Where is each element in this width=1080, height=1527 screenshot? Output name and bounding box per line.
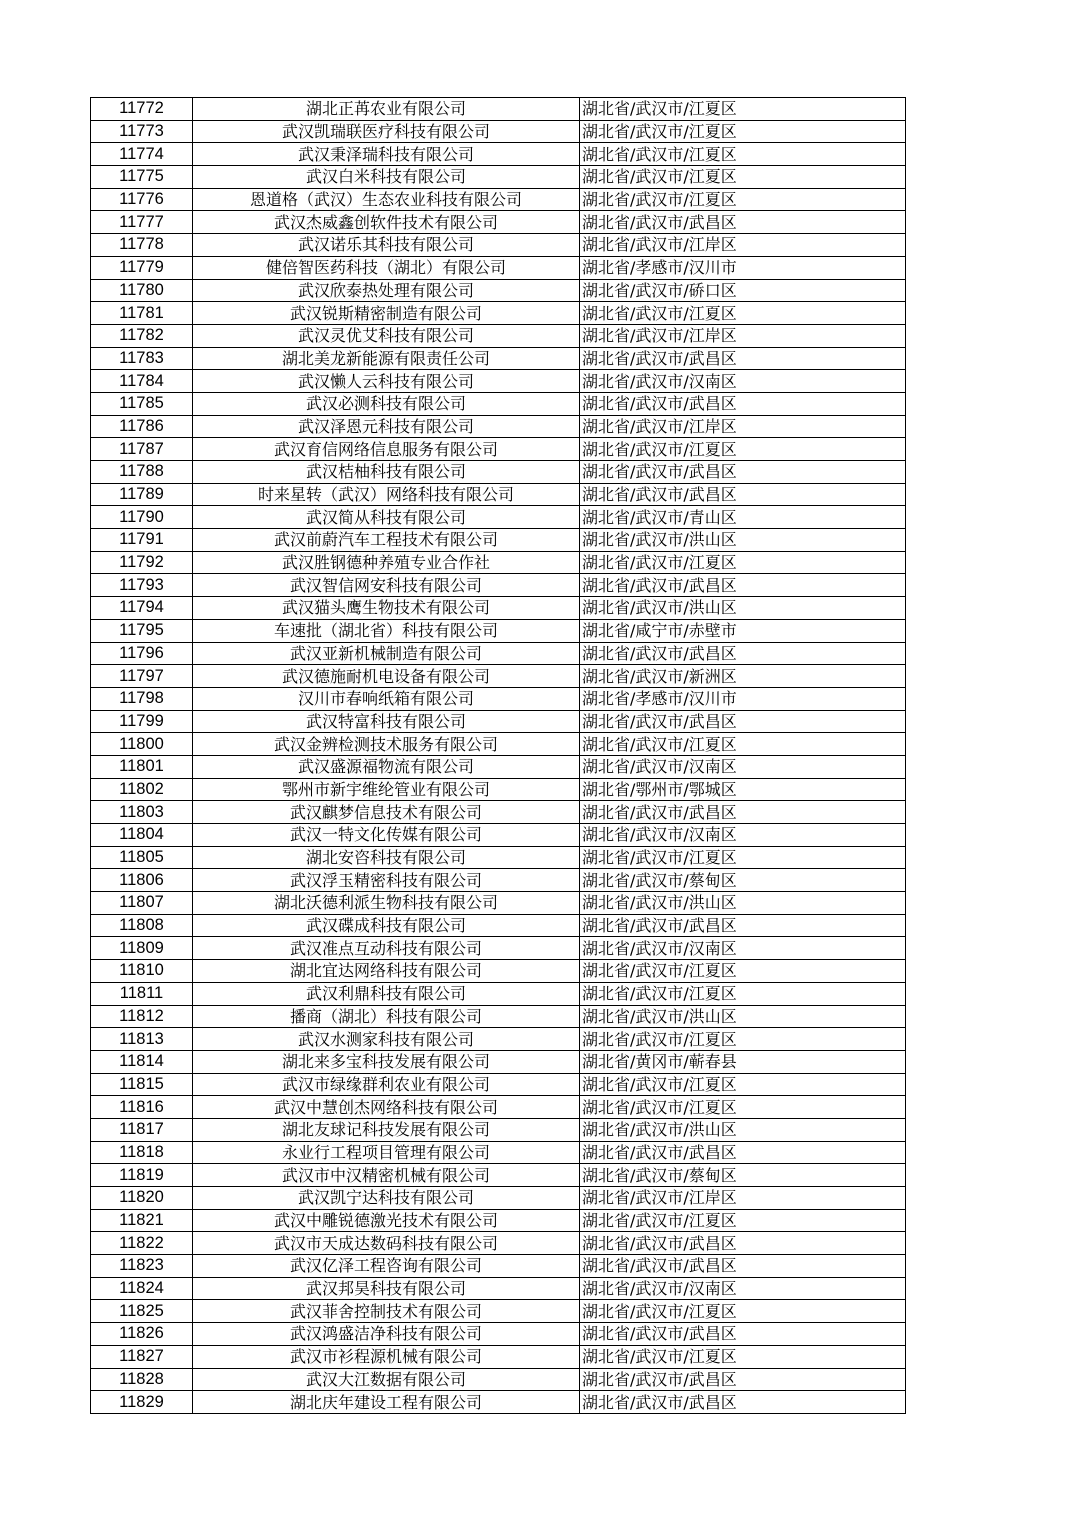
row-id-cell: 11805 xyxy=(91,846,193,869)
table-row xyxy=(91,234,906,257)
table-row xyxy=(91,98,906,121)
row-id-cell: 11807 xyxy=(91,892,193,915)
row-id-cell: 11824 xyxy=(91,1277,193,1300)
company-name-cell: 武汉诺乐其科技有限公司 xyxy=(193,234,580,257)
table-row xyxy=(91,824,906,847)
region-cell: 湖北省/武汉市/江夏区 xyxy=(580,846,906,869)
row-id-cell: 11827 xyxy=(91,1345,193,1368)
row-id-cell: 11783 xyxy=(91,347,193,370)
table-row xyxy=(91,778,906,801)
company-name-cell: 武汉准点互动科技有限公司 xyxy=(193,937,580,960)
region-cell: 湖北省/孝感市/汉川市 xyxy=(580,687,906,710)
region-cell: 湖北省/武汉市/江夏区 xyxy=(580,1096,906,1119)
table-row xyxy=(91,1368,906,1391)
region-cell: 湖北省/武汉市/蔡甸区 xyxy=(580,869,906,892)
region-cell: 湖北省/武汉市/洪山区 xyxy=(580,1118,906,1141)
region-cell: 湖北省/武汉市/江夏区 xyxy=(580,98,906,121)
region-cell: 湖北省/武汉市/江夏区 xyxy=(580,166,906,189)
company-name-cell: 武汉白米科技有限公司 xyxy=(193,166,580,189)
table-row xyxy=(91,733,906,756)
region-cell: 湖北省/武汉市/青山区 xyxy=(580,506,906,529)
company-name-cell: 武汉一特文化传媒有限公司 xyxy=(193,824,580,847)
company-name-cell: 湖北正苒农业有限公司 xyxy=(193,98,580,121)
table-row xyxy=(91,551,906,574)
table-row xyxy=(91,438,906,461)
region-cell: 湖北省/武汉市/洪山区 xyxy=(580,892,906,915)
company-name-cell: 武汉浮玉精密科技有限公司 xyxy=(193,869,580,892)
row-id-cell: 11817 xyxy=(91,1118,193,1141)
company-name-cell: 武汉盛源福物流有限公司 xyxy=(193,755,580,778)
row-id-cell: 11793 xyxy=(91,574,193,597)
row-id-cell: 11787 xyxy=(91,438,193,461)
company-name-cell: 武汉市衫程源机械有限公司 xyxy=(193,1345,580,1368)
row-id-cell: 11786 xyxy=(91,415,193,438)
company-name-cell: 武汉金辨检测技术服务有限公司 xyxy=(193,733,580,756)
table-row xyxy=(91,892,906,915)
row-id-cell: 11799 xyxy=(91,710,193,733)
company-name-cell: 武汉欣泰热处理有限公司 xyxy=(193,279,580,302)
row-id-cell: 11811 xyxy=(91,982,193,1005)
company-name-cell: 武汉亚新机械制造有限公司 xyxy=(193,642,580,665)
table-row xyxy=(91,982,906,1005)
region-cell: 湖北省/武汉市/武昌区 xyxy=(580,574,906,597)
table-row xyxy=(91,1232,906,1255)
company-name-cell: 武汉亿泽工程咨询有限公司 xyxy=(193,1255,580,1278)
company-name-cell: 武汉水测家科技有限公司 xyxy=(193,1028,580,1051)
company-name-cell: 武汉杰威鑫创软件技术有限公司 xyxy=(193,211,580,234)
region-cell: 湖北省/武汉市/江夏区 xyxy=(580,302,906,325)
company-name-cell: 播商（湖北）科技有限公司 xyxy=(193,1005,580,1028)
table-row xyxy=(91,1345,906,1368)
region-cell: 湖北省/武汉市/武昌区 xyxy=(580,211,906,234)
row-id-cell: 11804 xyxy=(91,824,193,847)
row-id-cell: 11812 xyxy=(91,1005,193,1028)
table-row xyxy=(91,461,906,484)
table-row xyxy=(91,279,906,302)
row-id-cell: 11828 xyxy=(91,1368,193,1391)
company-name-cell: 健倍智医药科技（湖北）有限公司 xyxy=(193,256,580,279)
region-cell: 湖北省/武汉市/武昌区 xyxy=(580,642,906,665)
table-row xyxy=(91,370,906,393)
row-id-cell: 11813 xyxy=(91,1028,193,1051)
table-row xyxy=(91,869,906,892)
table-row xyxy=(91,1164,906,1187)
company-name-cell: 武汉大江数据有限公司 xyxy=(193,1368,580,1391)
company-name-cell: 武汉前蔚汽车工程技术有限公司 xyxy=(193,529,580,552)
region-cell: 湖北省/武汉市/江夏区 xyxy=(580,1073,906,1096)
row-id-cell: 11791 xyxy=(91,529,193,552)
region-cell: 湖北省/武汉市/江夏区 xyxy=(580,120,906,143)
region-cell: 湖北省/武汉市/硚口区 xyxy=(580,279,906,302)
row-id-cell: 11803 xyxy=(91,801,193,824)
row-id-cell: 11788 xyxy=(91,461,193,484)
row-id-cell: 11808 xyxy=(91,914,193,937)
table-row xyxy=(91,574,906,597)
region-cell: 湖北省/武汉市/江夏区 xyxy=(580,188,906,211)
company-name-cell: 武汉中慧创杰网络科技有限公司 xyxy=(193,1096,580,1119)
company-name-cell: 武汉育信网络信息服务有限公司 xyxy=(193,438,580,461)
row-id-cell: 11797 xyxy=(91,665,193,688)
table-row xyxy=(91,529,906,552)
table-row xyxy=(91,1141,906,1164)
row-id-cell: 11815 xyxy=(91,1073,193,1096)
region-cell: 湖北省/武汉市/新洲区 xyxy=(580,665,906,688)
company-name-cell: 武汉锐斯精密制造有限公司 xyxy=(193,302,580,325)
table-row xyxy=(91,642,906,665)
row-id-cell: 11785 xyxy=(91,392,193,415)
table-row xyxy=(91,1096,906,1119)
table-row xyxy=(91,619,906,642)
table-row xyxy=(91,1255,906,1278)
region-cell: 湖北省/武汉市/江夏区 xyxy=(580,143,906,166)
region-cell: 湖北省/鄂州市/鄂城区 xyxy=(580,778,906,801)
region-cell: 湖北省/武汉市/武昌区 xyxy=(580,710,906,733)
row-id-cell: 11798 xyxy=(91,687,193,710)
region-cell: 湖北省/武汉市/江夏区 xyxy=(580,438,906,461)
company-name-cell: 武汉桔柚科技有限公司 xyxy=(193,461,580,484)
row-id-cell: 11792 xyxy=(91,551,193,574)
row-id-cell: 11772 xyxy=(91,98,193,121)
row-id-cell: 11794 xyxy=(91,597,193,620)
row-id-cell: 11800 xyxy=(91,733,193,756)
row-id-cell: 11779 xyxy=(91,256,193,279)
table-row xyxy=(91,1300,906,1323)
row-id-cell: 11816 xyxy=(91,1096,193,1119)
row-id-cell: 11782 xyxy=(91,324,193,347)
company-name-cell: 武汉凯瑞联医疗科技有限公司 xyxy=(193,120,580,143)
company-name-cell: 武汉鸿盛洁净科技有限公司 xyxy=(193,1323,580,1346)
region-cell: 湖北省/武汉市/武昌区 xyxy=(580,1391,906,1414)
company-name-cell: 武汉灵优艾科技有限公司 xyxy=(193,324,580,347)
region-cell: 湖北省/武汉市/武昌区 xyxy=(580,801,906,824)
region-cell: 湖北省/孝感市/汉川市 xyxy=(580,256,906,279)
table-row xyxy=(91,801,906,824)
row-id-cell: 11780 xyxy=(91,279,193,302)
table-row xyxy=(91,1187,906,1210)
company-name-cell: 湖北宜达网络科技有限公司 xyxy=(193,960,580,983)
table-row xyxy=(91,1209,906,1232)
row-id-cell: 11825 xyxy=(91,1300,193,1323)
table-row xyxy=(91,1050,906,1073)
table-row xyxy=(91,324,906,347)
table-row xyxy=(91,1005,906,1028)
region-cell: 湖北省/武汉市/武昌区 xyxy=(580,914,906,937)
company-name-cell: 湖北安咨科技有限公司 xyxy=(193,846,580,869)
company-name-cell: 武汉泽恩元科技有限公司 xyxy=(193,415,580,438)
row-id-cell: 11810 xyxy=(91,960,193,983)
company-name-cell: 武汉市绿缘群利农业有限公司 xyxy=(193,1073,580,1096)
table-row xyxy=(91,1118,906,1141)
table-row xyxy=(91,710,906,733)
region-cell: 湖北省/武汉市/汉南区 xyxy=(580,824,906,847)
region-cell: 湖北省/武汉市/江夏区 xyxy=(580,551,906,574)
region-cell: 湖北省/武汉市/汉南区 xyxy=(580,937,906,960)
region-cell: 湖北省/武汉市/武昌区 xyxy=(580,1232,906,1255)
row-id-cell: 11809 xyxy=(91,937,193,960)
company-name-cell: 武汉智信网安科技有限公司 xyxy=(193,574,580,597)
region-cell: 湖北省/武汉市/江岸区 xyxy=(580,234,906,257)
table-row xyxy=(91,347,906,370)
company-name-cell: 武汉德施耐机电设备有限公司 xyxy=(193,665,580,688)
table-row xyxy=(91,1391,906,1414)
company-name-cell: 武汉胜钢德种养殖专业合作社 xyxy=(193,551,580,574)
region-cell: 湖北省/武汉市/武昌区 xyxy=(580,461,906,484)
company-name-cell: 武汉碟成科技有限公司 xyxy=(193,914,580,937)
company-name-cell: 恩道格（武汉）生态农业科技有限公司 xyxy=(193,188,580,211)
company-name-cell: 武汉邦昊科技有限公司 xyxy=(193,1277,580,1300)
table-row xyxy=(91,687,906,710)
row-id-cell: 11774 xyxy=(91,143,193,166)
region-cell: 湖北省/武汉市/汉南区 xyxy=(580,370,906,393)
table-row xyxy=(91,211,906,234)
row-id-cell: 11820 xyxy=(91,1187,193,1210)
table-row xyxy=(91,960,906,983)
table-row xyxy=(91,506,906,529)
company-name-cell: 湖北沃德利派生物科技有限公司 xyxy=(193,892,580,915)
row-id-cell: 11790 xyxy=(91,506,193,529)
company-name-cell: 武汉中雕锐德激光技术有限公司 xyxy=(193,1209,580,1232)
region-cell: 湖北省/武汉市/江夏区 xyxy=(580,1028,906,1051)
company-name-cell: 湖北来多宝科技发展有限公司 xyxy=(193,1050,580,1073)
region-cell: 湖北省/武汉市/江夏区 xyxy=(580,1209,906,1232)
row-id-cell: 11796 xyxy=(91,642,193,665)
company-name-cell: 武汉菲舍控制技术有限公司 xyxy=(193,1300,580,1323)
company-name-cell: 武汉麒梦信息技术有限公司 xyxy=(193,801,580,824)
company-list-table xyxy=(90,97,906,1414)
region-cell: 湖北省/武汉市/江岸区 xyxy=(580,324,906,347)
company-name-cell: 武汉必测科技有限公司 xyxy=(193,392,580,415)
row-id-cell: 11829 xyxy=(91,1391,193,1414)
company-name-cell: 武汉懒人云科技有限公司 xyxy=(193,370,580,393)
row-id-cell: 11818 xyxy=(91,1141,193,1164)
company-name-cell: 鄂州市新宇维纶管业有限公司 xyxy=(193,778,580,801)
company-name-cell: 湖北友球记科技发展有限公司 xyxy=(193,1118,580,1141)
region-cell: 湖北省/武汉市/武昌区 xyxy=(580,347,906,370)
table-row xyxy=(91,914,906,937)
row-id-cell: 11819 xyxy=(91,1164,193,1187)
company-name-cell: 湖北庆年建设工程有限公司 xyxy=(193,1391,580,1414)
table-row xyxy=(91,302,906,325)
region-cell: 湖北省/武汉市/武昌区 xyxy=(580,483,906,506)
company-name-cell: 车速批（湖北省）科技有限公司 xyxy=(193,619,580,642)
table-row xyxy=(91,846,906,869)
table-row xyxy=(91,188,906,211)
region-cell: 湖北省/黄冈市/蕲春县 xyxy=(580,1050,906,1073)
region-cell: 湖北省/武汉市/武昌区 xyxy=(580,1255,906,1278)
region-cell: 湖北省/武汉市/江夏区 xyxy=(580,1345,906,1368)
row-id-cell: 11795 xyxy=(91,619,193,642)
region-cell: 湖北省/武汉市/武昌区 xyxy=(580,1141,906,1164)
company-name-cell: 时来星转（武汉）网络科技有限公司 xyxy=(193,483,580,506)
region-cell: 湖北省/武汉市/江岸区 xyxy=(580,415,906,438)
row-id-cell: 11822 xyxy=(91,1232,193,1255)
table-row xyxy=(91,166,906,189)
row-id-cell: 11823 xyxy=(91,1255,193,1278)
company-name-cell: 武汉市中汉精密机械有限公司 xyxy=(193,1164,580,1187)
table-row xyxy=(91,755,906,778)
company-name-cell: 武汉猫头鹰生物技术有限公司 xyxy=(193,597,580,620)
region-cell: 湖北省/武汉市/武昌区 xyxy=(580,1368,906,1391)
table-row xyxy=(91,120,906,143)
table-row xyxy=(91,415,906,438)
region-cell: 湖北省/武汉市/江夏区 xyxy=(580,960,906,983)
region-cell: 湖北省/武汉市/洪山区 xyxy=(580,529,906,552)
region-cell: 湖北省/咸宁市/赤壁市 xyxy=(580,619,906,642)
region-cell: 湖北省/武汉市/武昌区 xyxy=(580,392,906,415)
row-id-cell: 11776 xyxy=(91,188,193,211)
table-row xyxy=(91,1028,906,1051)
table-row xyxy=(91,143,906,166)
table-row xyxy=(91,256,906,279)
region-cell: 湖北省/武汉市/汉南区 xyxy=(580,755,906,778)
region-cell: 湖北省/武汉市/江夏区 xyxy=(580,733,906,756)
row-id-cell: 11775 xyxy=(91,166,193,189)
row-id-cell: 11784 xyxy=(91,370,193,393)
company-name-cell: 永业行工程项目管理有限公司 xyxy=(193,1141,580,1164)
company-name-cell: 武汉利鼎科技有限公司 xyxy=(193,982,580,1005)
region-cell: 湖北省/武汉市/洪山区 xyxy=(580,597,906,620)
company-name-cell: 汉川市春响纸箱有限公司 xyxy=(193,687,580,710)
table-row xyxy=(91,1323,906,1346)
company-list-body xyxy=(91,98,906,1414)
row-id-cell: 11801 xyxy=(91,755,193,778)
row-id-cell: 11777 xyxy=(91,211,193,234)
region-cell: 湖北省/武汉市/蔡甸区 xyxy=(580,1164,906,1187)
row-id-cell: 11821 xyxy=(91,1209,193,1232)
region-cell: 湖北省/武汉市/江夏区 xyxy=(580,982,906,1005)
region-cell: 湖北省/武汉市/汉南区 xyxy=(580,1277,906,1300)
table-row xyxy=(91,597,906,620)
row-id-cell: 11826 xyxy=(91,1323,193,1346)
table-row xyxy=(91,392,906,415)
region-cell: 湖北省/武汉市/江岸区 xyxy=(580,1187,906,1210)
company-name-cell: 武汉秉泽瑞科技有限公司 xyxy=(193,143,580,166)
row-id-cell: 11781 xyxy=(91,302,193,325)
company-name-cell: 湖北美龙新能源有限责任公司 xyxy=(193,347,580,370)
company-name-cell: 武汉简从科技有限公司 xyxy=(193,506,580,529)
table-row xyxy=(91,1073,906,1096)
table-row xyxy=(91,1277,906,1300)
table-row xyxy=(91,937,906,960)
table-row xyxy=(91,665,906,688)
region-cell: 湖北省/武汉市/江夏区 xyxy=(580,1300,906,1323)
region-cell: 湖北省/武汉市/洪山区 xyxy=(580,1005,906,1028)
row-id-cell: 11806 xyxy=(91,869,193,892)
company-name-cell: 武汉凯宁达科技有限公司 xyxy=(193,1187,580,1210)
region-cell: 湖北省/武汉市/武昌区 xyxy=(580,1323,906,1346)
row-id-cell: 11802 xyxy=(91,778,193,801)
company-name-cell: 武汉特富科技有限公司 xyxy=(193,710,580,733)
table-row xyxy=(91,483,906,506)
row-id-cell: 11778 xyxy=(91,234,193,257)
row-id-cell: 11789 xyxy=(91,483,193,506)
company-name-cell: 武汉市天成达数码科技有限公司 xyxy=(193,1232,580,1255)
row-id-cell: 11773 xyxy=(91,120,193,143)
row-id-cell: 11814 xyxy=(91,1050,193,1073)
